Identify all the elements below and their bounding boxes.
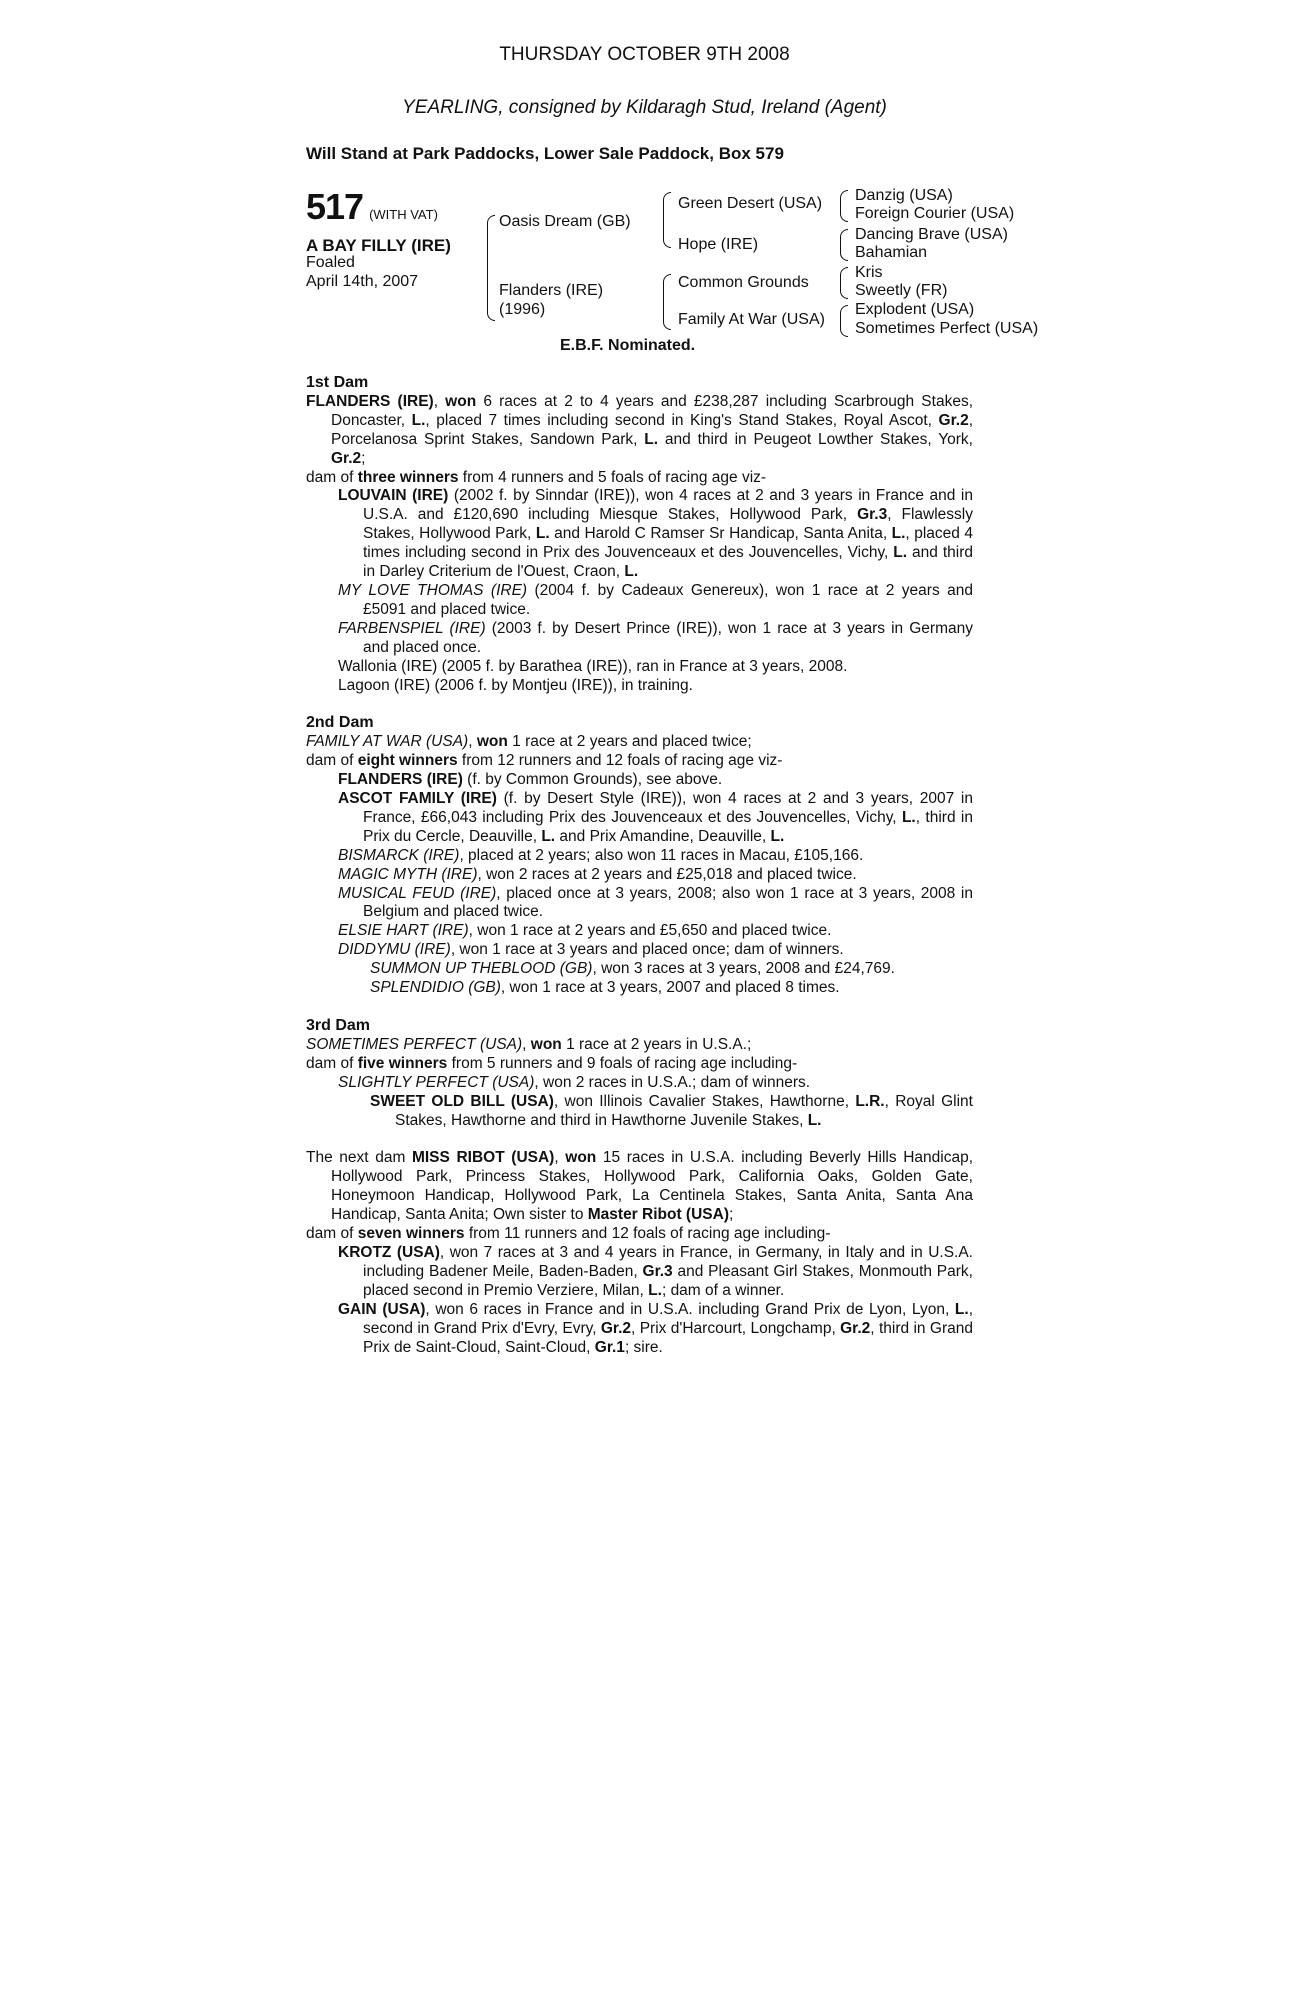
pedigree-g2: Foreign Courier (USA): [855, 205, 1015, 222]
pedigree-g8: Sometimes Perfect (USA): [855, 320, 1039, 337]
produce-entry: Wallonia (IRE) (2005 f. by Barathea (IRE)), ran in France at 3 years, 2008.: [338, 657, 848, 675]
pedigree-g5: Kris: [855, 264, 883, 281]
second-dam-summary: dam of eight winners from 12 runners and 12 foals of racing age viz-: [306, 752, 783, 770]
third-dam-para: SOMETIMES PERFECT (USA), won 1 race at 2 years in U.S.A.;: [306, 1035, 752, 1053]
third-dam-heading: 3rd Dam: [306, 1017, 371, 1034]
pedigree-dam-dam: Family At War (USA): [678, 311, 825, 328]
pedigree-brace-g56: [840, 267, 848, 299]
sale-date: THURSDAY OCTOBER 9TH 2008: [499, 44, 790, 65]
vat-label: (WITH VAT): [369, 207, 438, 222]
pedigree-sire: Oasis Dream (GB): [499, 213, 631, 230]
produce-entry: SLIGHTLY PERFECT (USA), won 2 races in U.S.A.; dam of winners.: [338, 1073, 811, 1091]
first-dam-para: FLANDERS (IRE), won 6 races at 2 to 4 years and £238,287 including Scarbrough Stakes, Doncaster, L., placed 7 times including second in King's Stand Stakes, Royal Ascot, Gr.2, Porcelanosa Sprint Stakes, Sandown Park, L. and third in Peugeot Lowther Stakes, York, Gr.2;: [306, 392, 974, 467]
pedigree-brace-dam: [663, 274, 671, 330]
pedigree-sire-dam: Hope (IRE): [678, 236, 759, 253]
consignment-line: YEARLING, consigned by Kildaragh Stud, Ireland (Agent): [402, 97, 887, 118]
produce-entry: ELSIE HART (IRE), won 1 race at 2 years and £5,650 and placed twice.: [338, 922, 832, 940]
ebf-nominated: E.B.F. Nominated.: [560, 337, 696, 354]
next-dam-summary: dam of seven winners from 11 runners and 12 foals of racing age including-: [306, 1225, 831, 1243]
produce-entry: MY LOVE THOMAS (IRE) (2004 f. by Cadeaux Genereux), won 1 race at 2 years and £5091 and placed twice.: [338, 581, 973, 618]
pedigree-brace-g78: [840, 305, 848, 337]
pedigree-g1: Danzig (USA): [855, 187, 953, 204]
produce-entry: SWEET OLD BILL (USA), won Illinois Cavalier Stakes, Hawthorne, L.R., Royal Glint Stakes, Hawthorne and third in Hawthorne Juvenile Stakes, L.: [370, 1092, 973, 1129]
produce-entry: DIDDYMU (IRE), won 1 race at 3 years and placed once; dam of winners.: [338, 941, 844, 959]
first-dam-summary: dam of three winners from 4 runners and 5 foals of racing age viz-: [306, 468, 767, 486]
lot-number-block: [306, 186, 438, 228]
pedigree-g6: Sweetly (FR): [855, 282, 948, 299]
pedigree-brace-sire: [663, 192, 671, 248]
pedigree-brace-main: [487, 215, 495, 321]
produce-entry: FLANDERS (IRE) (f. by Common Grounds), see above.: [338, 771, 723, 789]
produce-entry: GAIN (USA), won 6 races in France and in U.S.A. including Grand Prix de Lyon, Lyon, L., second in Grand Prix d'Evry, Evry, Gr.2, Prix d'Harcourt, Longchamp, Gr.2, third in Grand Prix de Saint-Cloud, Saint-Cloud, Gr.1; sire.: [338, 1300, 973, 1356]
produce-entry: LOUVAIN (IRE) (2002 f. by Sinndar (IRE)), won 4 races at 2 and 3 years in France and in U.S.A. and £120,690 including Miesque Stakes, Hollywood Park, Gr.3, Flawlessly Stakes, Hollywood Park, L. and Harold C Ramser Sr Handicap, Santa Anita, L., placed 4 times including second in Prix des Jouvenceaux et des Jouvencelles, Vichy, L. and third in Darley Criterium de l'Ouest, Craon, L.: [338, 487, 974, 581]
pedigree-sire-sire: Green Desert (USA): [678, 195, 823, 212]
pedigree-dam-sire: Common Grounds: [678, 274, 809, 291]
produce-entry: Lagoon (IRE) (2006 f. by Montjeu (IRE)), in training.: [338, 676, 693, 694]
produce-entry: ASCOT FAMILY (IRE) (f. by Desert Style (IRE)), won 4 races at 2 and 3 years, 2007 in France, £66,043 including Prix des Jouvenceaux et des Jouvencelles, Vichy, L., third in Prix du Cercle, Deauville, L. and Prix Amandine, Deauville, L.: [338, 790, 973, 845]
produce-entry: SUMMON UP THEBLOOD (GB), won 3 races at 3 years, 2008 and £24,769.: [370, 960, 895, 978]
pedigree-dam: Flanders (IRE): [499, 282, 604, 299]
pedigree-g7: Explodent (USA): [855, 301, 975, 318]
foaled-label: Foaled: [306, 254, 355, 271]
pedigree-g4: Bahamian: [855, 244, 928, 261]
pedigree-brace-g12: [840, 190, 848, 222]
produce-entry: FARBENSPIEL (IRE) (2003 f. by Desert Prince (IRE)), won 1 race at 3 years in Germany and placed once.: [338, 619, 973, 656]
horse-name: A BAY FILLY (IRE): [306, 236, 451, 255]
pedigree-brace-g34: [840, 229, 848, 261]
third-dam-summary: dam of five winners from 5 runners and 9 foals of racing age including-: [306, 1054, 798, 1072]
second-dam-para: FAMILY AT WAR (USA), won 1 race at 2 years and placed twice;: [306, 733, 752, 751]
produce-record: [306, 374, 973, 1357]
produce-entry: MAGIC MYTH (IRE), won 2 races at 2 years and £25,018 and placed twice.: [338, 865, 857, 883]
produce-entry: SPLENDIDIO (GB), won 1 race at 3 years, 2007 and placed 8 times.: [370, 979, 840, 997]
foaled-date: April 14th, 2007: [306, 273, 419, 290]
location-line: Will Stand at Park Paddocks, Lower Sale Paddock, Box 579: [306, 144, 784, 163]
second-dam-heading: 2nd Dam: [306, 714, 374, 732]
pedigree-g3: Dancing Brave (USA): [855, 226, 1008, 243]
lot-number: 517: [306, 186, 364, 227]
pedigree-dam-year: (1996): [499, 301, 546, 318]
next-dam-para: The next dam MISS RIBOT (USA), won 15 races in U.S.A. including Beverly Hills Handicap, Hollywood Park, Princess Stakes, Hollywood Park, California Oaks, Golden Gate, Honeymoon Handicap, Hollywood Park, La Centinela Stakes, Santa Anita, Santa Ana Handicap, Santa Anita; Own sister to Master Ribot (USA);: [306, 1149, 974, 1224]
produce-entry: MUSICAL FEUD (IRE), placed once at 3 years, 2008; also won 1 race at 3 years, 2008 in Belgium and placed twice.: [338, 884, 973, 921]
produce-entry: KROTZ (USA), won 7 races at 3 and 4 years in France, in Germany, in Italy and in U.S.A. including Badener Meile, Baden-Baden, Gr.3 and Pleasant Girl Stakes, Monmouth Park, placed second in Premio Verziere, Milan, L.; dam of a winner.: [338, 1243, 973, 1299]
produce-entry: BISMARCK (IRE), placed at 2 years; also won 11 races in Macau, £105,166.: [338, 846, 864, 864]
first-dam-heading: 1st Dam: [306, 374, 369, 391]
